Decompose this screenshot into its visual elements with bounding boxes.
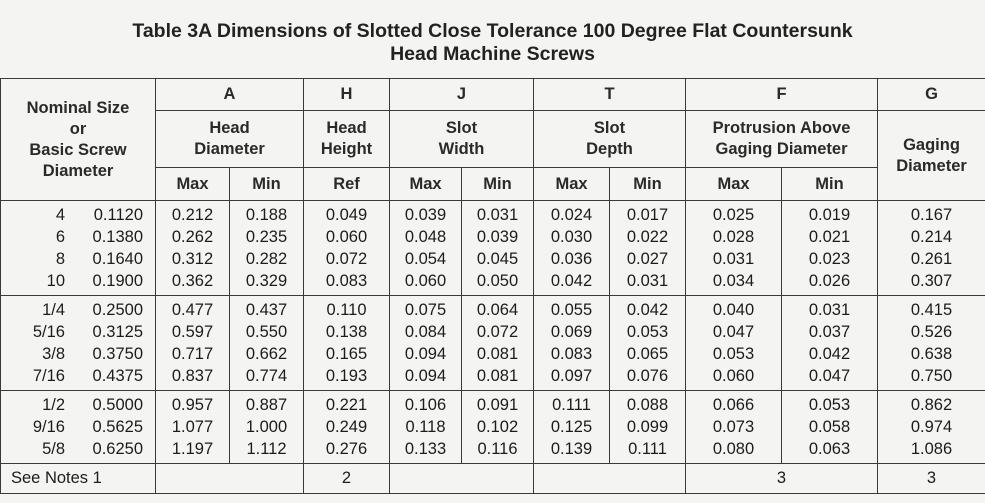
- col-name-gaging-diameter: Gaging Diameter: [878, 111, 985, 201]
- value: 0.097: [550, 367, 593, 385]
- value: 0.031: [712, 250, 755, 268]
- value: 0.116: [477, 440, 518, 458]
- value: 0.138: [325, 323, 368, 341]
- value: 0.037: [808, 323, 851, 341]
- value-cell-g: [878, 296, 985, 391]
- value-cell-t-min: [610, 296, 686, 391]
- notes-f: 3: [686, 464, 878, 494]
- value: 0.066: [712, 396, 755, 414]
- value: 0.550: [245, 323, 288, 341]
- value-cell-h-ref: [304, 391, 390, 464]
- value-cell-j-max: [390, 296, 462, 391]
- value-cell-h-ref: [304, 296, 390, 391]
- value: 0.017: [626, 206, 669, 224]
- col-letter-a: A: [156, 79, 304, 111]
- value: 0.133: [404, 440, 447, 458]
- col-name-slot-depth: Slot Depth: [534, 111, 686, 168]
- value: 0.083: [325, 272, 368, 290]
- col-letter-t: T: [534, 79, 686, 111]
- sub-t-max: Max: [534, 168, 610, 201]
- value: 0.165: [325, 345, 368, 363]
- value: 0.073: [712, 418, 755, 436]
- value: 0.957: [171, 396, 214, 414]
- value: 0.477: [171, 301, 214, 319]
- value: 0.031: [626, 272, 669, 290]
- value: 0.027: [626, 250, 669, 268]
- value: 0.049: [325, 206, 368, 224]
- value: 0.022: [626, 228, 669, 246]
- value: 0.526: [910, 323, 953, 341]
- row-group: [1, 391, 985, 464]
- value-cell-h-ref: [304, 201, 390, 296]
- value: 0.024: [550, 206, 593, 224]
- col-name-head-height: Head Height: [304, 111, 390, 168]
- value: 1.077: [171, 418, 214, 436]
- value: 0.034: [712, 272, 755, 290]
- col-letter-f: F: [686, 79, 878, 111]
- value: 0.262: [171, 228, 214, 246]
- value-cell-t-max: [534, 391, 610, 464]
- value: 0.060: [325, 228, 368, 246]
- value: 0.069: [550, 323, 593, 341]
- value: 1.197: [171, 440, 214, 458]
- value: 0.058: [808, 418, 851, 436]
- value: 0.094: [404, 345, 447, 363]
- value-cell-t-max: [534, 296, 610, 391]
- nominal-size: 5/16: [32, 323, 65, 341]
- value: 0.045: [476, 250, 519, 268]
- value: 0.249: [325, 418, 368, 436]
- sub-a-min: Min: [230, 168, 304, 201]
- value: 0.111: [628, 440, 667, 458]
- value: 0.031: [808, 301, 851, 319]
- nominal-size: 7/16: [32, 367, 65, 385]
- value-cell-t-min: [610, 391, 686, 464]
- size-cell: [1, 391, 156, 464]
- value: 0.362: [171, 272, 214, 290]
- value: 0.110: [326, 301, 367, 319]
- value: 0.312: [171, 250, 214, 268]
- value: 0.106: [404, 396, 447, 414]
- value: 0.060: [404, 272, 447, 290]
- value-cell-j-min: [462, 296, 534, 391]
- value-cell-f-max: [686, 201, 782, 296]
- basic-diameter: 0.1640: [92, 250, 143, 268]
- col-letter-h: H: [304, 79, 390, 111]
- value: 0.750: [910, 367, 953, 385]
- value: 0.019: [808, 206, 851, 224]
- basic-diameter: 0.2500: [92, 301, 143, 319]
- value-cell-a-max: [156, 391, 230, 464]
- title-line-1: Table 3A Dimensions of Slotted Close Tolerance 100 Degree Flat Countersunk: [132, 20, 853, 42]
- table-body: [1, 201, 985, 464]
- value: 0.063: [808, 440, 851, 458]
- value: 0.307: [910, 272, 953, 290]
- value-cell-a-max: [156, 296, 230, 391]
- size-line: [1, 299, 155, 321]
- value: 0.091: [476, 396, 519, 414]
- value: 1.086: [910, 440, 953, 458]
- value: 0.862: [910, 396, 953, 414]
- notes-g: 3: [878, 464, 985, 494]
- value: 0.081: [476, 345, 519, 363]
- value: 0.167: [910, 206, 953, 224]
- size-line: [1, 343, 155, 365]
- nominal-size: 5/8: [42, 440, 65, 458]
- notes-a: [156, 464, 304, 494]
- value: 0.047: [712, 323, 755, 341]
- row-group: [1, 296, 985, 391]
- nominal-size: 3/8: [42, 345, 65, 363]
- sub-f-min: Min: [782, 168, 878, 201]
- nominal-size: 9/16: [32, 418, 65, 436]
- value: 0.039: [404, 206, 447, 224]
- value: 0.282: [245, 250, 288, 268]
- value-cell-g: [878, 201, 985, 296]
- value: 0.053: [626, 323, 669, 341]
- value-cell-j-min: [462, 391, 534, 464]
- sub-h-ref: Ref: [304, 168, 390, 201]
- value: 0.099: [626, 418, 669, 436]
- value: 0.055: [550, 301, 593, 319]
- value-cell-f-min: [782, 296, 878, 391]
- value: 0.081: [476, 367, 519, 385]
- sub-t-min: Min: [610, 168, 686, 201]
- value: 0.072: [325, 250, 368, 268]
- value: 0.887: [245, 396, 288, 414]
- value: 0.235: [245, 228, 288, 246]
- basic-diameter: 0.3125: [92, 323, 143, 341]
- value: 0.040: [712, 301, 755, 319]
- value: 0.054: [404, 250, 447, 268]
- value-cell-a-min: [230, 296, 304, 391]
- value: 0.437: [245, 301, 288, 319]
- value: 0.193: [325, 367, 368, 385]
- basic-diameter: 0.1900: [92, 272, 143, 290]
- size-line: [1, 248, 155, 270]
- value: 0.329: [245, 272, 288, 290]
- title-line-2: Head Machine Screws: [390, 43, 595, 65]
- size-cell: [1, 201, 156, 296]
- value: 0.080: [712, 440, 755, 458]
- notes-j: [390, 464, 534, 494]
- sub-j-min: Min: [462, 168, 534, 201]
- value-cell-t-max: [534, 201, 610, 296]
- value: 0.050: [476, 272, 519, 290]
- value-cell-f-min: [782, 391, 878, 464]
- value-cell-j-max: [390, 391, 462, 464]
- nominal-size: 10: [46, 272, 65, 290]
- nominal-size-label: Nominal Size or Basic Screw Diameter: [26, 98, 130, 180]
- value: 0.025: [712, 206, 755, 224]
- value: 0.221: [325, 396, 368, 414]
- table-title: [0, 20, 985, 66]
- value: 0.214: [910, 228, 953, 246]
- value: 0.047: [808, 367, 851, 385]
- col-letter-g: G: [878, 79, 985, 111]
- basic-diameter: 0.5625: [92, 418, 143, 436]
- notes-h: 2: [304, 464, 390, 494]
- basic-diameter: 0.4375: [92, 367, 143, 385]
- dimensions-table: [0, 78, 985, 494]
- size-line: [1, 270, 155, 292]
- value: 0.065: [626, 345, 669, 363]
- value: 0.276: [325, 440, 368, 458]
- value: 0.662: [245, 345, 288, 363]
- nominal-size-header: [1, 79, 156, 201]
- value: 0.042: [808, 345, 851, 363]
- nominal-size: 4: [55, 206, 65, 224]
- basic-diameter: 0.1380: [92, 228, 143, 246]
- value: 1.000: [245, 418, 288, 436]
- notes-t: [534, 464, 686, 494]
- value-cell-f-max: [686, 391, 782, 464]
- value: 0.072: [476, 323, 519, 341]
- value-cell-a-min: [230, 391, 304, 464]
- value: 0.039: [476, 228, 519, 246]
- value: 0.415: [910, 301, 953, 319]
- sub-a-max: Max: [156, 168, 230, 201]
- value-cell-f-max: [686, 296, 782, 391]
- nominal-size: 1/4: [42, 301, 65, 319]
- value: 0.083: [550, 345, 593, 363]
- value: 0.028: [712, 228, 755, 246]
- value: 0.026: [808, 272, 851, 290]
- col-name-head-diameter: Head Diameter: [156, 111, 304, 168]
- notes-label: See Notes 1: [1, 464, 156, 494]
- size-line: [1, 394, 155, 416]
- value: 0.974: [910, 418, 953, 436]
- size-line: [1, 438, 155, 460]
- col-name-protrusion: Protrusion Above Gaging Diameter: [686, 111, 878, 168]
- value-cell-f-min: [782, 201, 878, 296]
- value: 0.042: [550, 272, 593, 290]
- size-line: [1, 416, 155, 438]
- value-cell-j-max: [390, 201, 462, 296]
- size-line: [1, 365, 155, 387]
- value: 0.042: [626, 301, 669, 319]
- basic-diameter: 0.6250: [92, 440, 143, 458]
- value: 0.261: [910, 250, 953, 268]
- value: 0.837: [171, 367, 214, 385]
- value: 1.112: [246, 440, 287, 458]
- value: 0.597: [171, 323, 214, 341]
- value-cell-j-min: [462, 201, 534, 296]
- value: 0.717: [171, 345, 214, 363]
- value: 0.118: [405, 418, 446, 436]
- value: 0.023: [808, 250, 851, 268]
- value-cell-a-max: [156, 201, 230, 296]
- value: 0.076: [626, 367, 669, 385]
- size-line: [1, 321, 155, 343]
- value: 0.060: [712, 367, 755, 385]
- value: 0.638: [910, 345, 953, 363]
- value: 0.139: [550, 440, 593, 458]
- sub-f-max: Max: [686, 168, 782, 201]
- value: 0.075: [404, 301, 447, 319]
- value-cell-g: [878, 391, 985, 464]
- value: 0.048: [404, 228, 447, 246]
- value: 0.188: [245, 206, 288, 224]
- value: 0.084: [404, 323, 447, 341]
- basic-diameter: 0.1120: [93, 206, 143, 224]
- value: 0.030: [550, 228, 593, 246]
- size-line: [1, 226, 155, 248]
- nominal-size: 6: [55, 228, 65, 246]
- value: 0.094: [404, 367, 447, 385]
- value: 0.021: [808, 228, 851, 246]
- value: 0.053: [712, 345, 755, 363]
- value: 0.053: [808, 396, 851, 414]
- nominal-size: 1/2: [42, 396, 65, 414]
- size-line: [1, 204, 155, 226]
- value: 0.031: [476, 206, 519, 224]
- value: 0.064: [476, 301, 519, 319]
- row-group: [1, 201, 985, 296]
- value: 0.102: [476, 418, 519, 436]
- value: 0.212: [171, 206, 214, 224]
- value-cell-t-min: [610, 201, 686, 296]
- basic-diameter: 0.3750: [92, 345, 143, 363]
- value-cell-a-min: [230, 201, 304, 296]
- value: 0.111: [552, 396, 591, 414]
- value: 0.774: [245, 367, 288, 385]
- col-letter-j: J: [390, 79, 534, 111]
- value: 0.125: [550, 418, 593, 436]
- sub-j-max: Max: [390, 168, 462, 201]
- col-name-slot-width: Slot Width: [390, 111, 534, 168]
- nominal-size: 8: [55, 250, 65, 268]
- basic-diameter: 0.5000: [92, 396, 143, 414]
- value: 0.036: [550, 250, 593, 268]
- size-cell: [1, 296, 156, 391]
- value: 0.088: [626, 396, 669, 414]
